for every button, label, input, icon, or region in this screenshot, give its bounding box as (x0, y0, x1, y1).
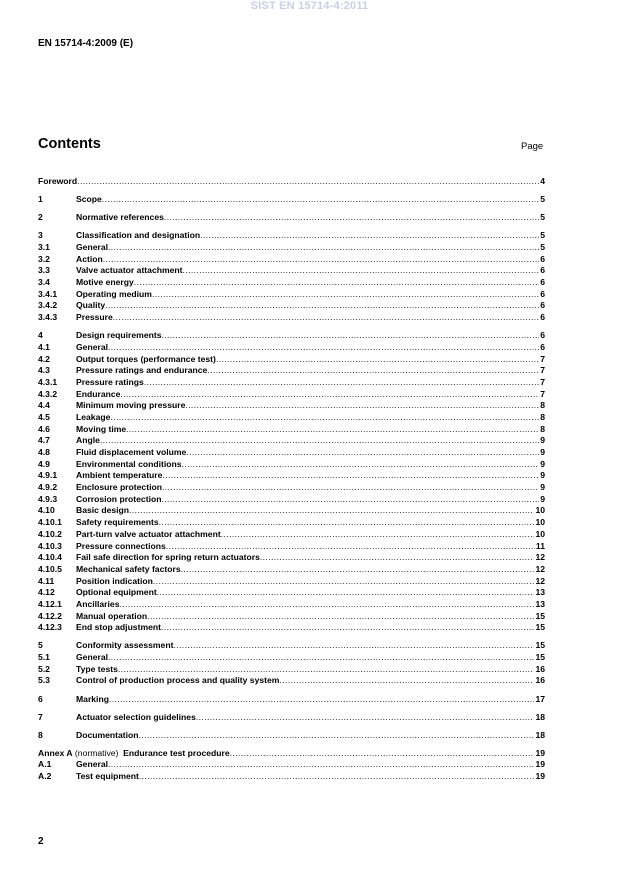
toc-entry[interactable] (38, 354, 545, 366)
toc-entry-page: 17 (535, 693, 545, 704)
toc-entry-title: Manual operation (76, 610, 148, 621)
dot-leader (157, 587, 535, 599)
toc-entry-page: 6 (540, 312, 545, 323)
toc-entry-number: 7 (38, 711, 43, 722)
toc-entry[interactable] (38, 176, 545, 188)
toc-entry-number: 5 (38, 640, 43, 651)
toc-entry-number: 4.10 (38, 505, 55, 516)
dot-leader (144, 377, 539, 389)
toc-entry-number: 4.5 (38, 411, 50, 422)
dot-leader (161, 330, 539, 342)
toc-entry-title: Foreword (38, 176, 78, 186)
toc-entry[interactable] (38, 482, 545, 494)
toc-entry[interactable] (38, 730, 545, 742)
toc-entry[interactable] (38, 447, 545, 459)
toc-entry[interactable] (38, 599, 545, 611)
toc-entry-title: Output torques (performance test) (76, 353, 216, 364)
toc-entry-title: Conformity assessment (76, 640, 174, 651)
toc-entry-number: 4.7 (38, 435, 50, 446)
toc-entry-number: 4.1 (38, 341, 50, 352)
toc-entry-page: 15 (535, 652, 545, 663)
toc-entry-title: Annex A (38, 747, 73, 758)
toc-entry[interactable] (38, 312, 545, 324)
toc-entry-page: 16 (535, 663, 545, 674)
toc-entry[interactable] (38, 412, 545, 424)
dot-leader (118, 664, 535, 676)
toc-entry-page: 5 (540, 230, 545, 241)
toc-entry-page: 6 (540, 253, 545, 264)
toc-entry-number: 4 (38, 330, 43, 341)
toc-entry-title: Pressure ratings (76, 376, 144, 387)
toc-entry-page: 7 (540, 365, 545, 376)
page-title: Contents (38, 136, 101, 152)
toc-entry-number: 3.4.2 (38, 300, 58, 311)
toc-entry-number: 4.9 (38, 458, 50, 469)
toc-entry-title: Design requirements (76, 330, 162, 341)
toc-entry-annex-title: Endurance test procedure (120, 747, 230, 758)
toc-entry[interactable] (38, 470, 545, 482)
toc-entry-number: 5.2 (38, 663, 50, 674)
toc-entry-page: 13 (535, 587, 545, 598)
toc-entry-title: Corrosion protection (76, 493, 162, 504)
toc-entry-number: 4.12.2 (38, 610, 62, 621)
toc-entry[interactable] (38, 242, 545, 254)
toc-entry-page: 16 (535, 675, 545, 686)
dot-leader (166, 541, 535, 553)
toc-entry-title: Fail safe direction for spring return actuators (76, 552, 260, 563)
page-number: 2 (38, 836, 44, 847)
toc-entry[interactable] (38, 748, 545, 760)
toc-entry[interactable] (38, 400, 545, 412)
toc-entry-title: Endurance (76, 388, 121, 399)
dot-leader (260, 552, 535, 564)
toc-entry-number: 1 (38, 194, 43, 205)
dot-leader (139, 730, 535, 742)
toc-entry-number: 5.1 (38, 652, 50, 663)
toc-entry[interactable] (38, 194, 545, 206)
toc-entry-page: 6 (540, 288, 545, 299)
toc-entry-title: End stop adjustment (76, 622, 161, 633)
toc-entry-title: Mechanical safety factors (76, 563, 181, 574)
dot-leader (113, 312, 539, 324)
dot-leader (77, 176, 539, 188)
toc-entry-page: 19 (535, 771, 545, 782)
dot-leader (185, 400, 539, 412)
dot-leader (108, 242, 539, 254)
toc-entry-title: Quality (76, 300, 106, 311)
toc-entry-number: 3.4.3 (38, 312, 58, 323)
toc-entry-page: 7 (540, 376, 545, 387)
toc-entry-number: 4.9.3 (38, 493, 58, 504)
toc-entry-title: Optional equipment (76, 587, 157, 598)
toc-entry[interactable] (38, 300, 545, 312)
toc-entry-page: 11 (535, 540, 545, 551)
toc-entry-title: Action (76, 253, 103, 264)
dot-leader (120, 389, 539, 401)
toc-entry-number: 3.4.1 (38, 288, 58, 299)
toc-entry-page: 15 (535, 610, 545, 621)
toc-entry-title: Minimum moving pressure (76, 400, 186, 411)
dot-leader (159, 517, 535, 529)
toc-entry-number: 4.9.2 (38, 482, 58, 493)
toc-entry[interactable] (38, 552, 545, 564)
toc-entry-page: 15 (535, 622, 545, 633)
toc-entry-number: 4.10.2 (38, 528, 62, 539)
toc-entry-page: 4 (540, 176, 545, 186)
toc-entry-page: 18 (535, 711, 545, 722)
toc-entry-number: 4.2 (38, 353, 50, 364)
toc-entry-number: 4.12.1 (38, 598, 62, 609)
toc-entry-page: 9 (540, 447, 545, 457)
dot-leader (103, 254, 539, 266)
toc-entry-number: 4.3.1 (38, 376, 58, 387)
toc-entry-title: Angle (76, 435, 100, 446)
toc-entry[interactable] (38, 576, 545, 588)
toc-entry[interactable] (38, 254, 545, 266)
toc-entry[interactable] (38, 377, 545, 389)
dot-leader (162, 482, 539, 494)
toc-entry-page: 19 (535, 759, 545, 770)
toc-entry[interactable] (38, 265, 545, 277)
toc-entry-page: 13 (535, 598, 545, 609)
toc-entry-title: General (76, 241, 109, 252)
page-column-label: Page (521, 141, 544, 152)
toc-entry[interactable] (38, 622, 545, 634)
toc-entry[interactable] (38, 365, 545, 377)
toc-entry-number: A.1 (38, 759, 52, 770)
toc-entry-title: Part-turn valve actuator attachment (76, 528, 221, 539)
toc-entry-page: 6 (540, 330, 545, 341)
toc-entry-page: 9 (540, 482, 545, 493)
toc-entry-page: 12 (535, 563, 545, 574)
dot-leader (134, 277, 539, 289)
toc-entry[interactable] (38, 611, 545, 623)
toc-entry-page: 15 (535, 640, 545, 651)
toc-entry-number: 4.4 (38, 400, 50, 411)
toc-entry-title: Control of production process and quality system (76, 675, 280, 686)
toc-entry-number: 3.2 (38, 253, 50, 264)
toc-entry-title: Environmental conditions (76, 458, 182, 469)
toc-entry-page: 19 (535, 747, 545, 758)
dot-leader (200, 230, 539, 242)
dot-leader (147, 611, 534, 623)
toc-entry-page: 8 (540, 423, 545, 434)
toc-entry-annex-type: (normative) (72, 747, 121, 758)
toc-entry-page: 6 (540, 276, 545, 287)
toc-entry-number: 4.9.1 (38, 470, 58, 481)
toc-entry-title: Documentation (76, 729, 139, 740)
toc-entry[interactable] (38, 424, 545, 436)
toc-entry-title: Pressure (76, 312, 113, 323)
toc-entry-title: Ambient temperature (76, 470, 163, 481)
dot-leader (105, 300, 539, 312)
toc-entry-title: Pressure connections (76, 540, 166, 551)
dot-leader (102, 194, 539, 206)
dot-leader (181, 564, 535, 576)
toc-entry-title: Enclosure protection (76, 482, 162, 493)
dot-leader (152, 289, 539, 301)
toc-entry[interactable] (38, 505, 545, 517)
dot-leader (119, 599, 534, 611)
toc-entry-page: 9 (540, 470, 545, 481)
table-of-contents (38, 176, 545, 783)
toc-entry-page: 7 (540, 353, 545, 364)
toc-entry-title: Fluid displacement volume (76, 447, 187, 457)
dot-leader (186, 447, 539, 459)
document-id: EN 15714-4:2009 (E) (38, 38, 134, 49)
toc-entry[interactable] (38, 230, 545, 242)
toc-entry-number: 4.11 (38, 575, 55, 586)
dot-leader (110, 412, 539, 424)
toc-entry[interactable] (38, 529, 545, 541)
dot-leader (153, 576, 535, 588)
toc-entry-title: General (76, 341, 109, 352)
toc-entry[interactable] (38, 541, 545, 553)
toc-entry[interactable] (38, 342, 545, 354)
toc-entry-page: 7 (540, 388, 545, 399)
toc-entry[interactable] (38, 652, 545, 664)
toc-entry[interactable] (38, 277, 545, 289)
toc-entry[interactable] (38, 330, 545, 342)
toc-entry-number: 4.10.4 (38, 552, 62, 563)
toc-entry-page: 10 (535, 528, 545, 539)
toc-entry[interactable] (38, 587, 545, 599)
toc-entry[interactable] (38, 517, 545, 529)
dot-leader (221, 529, 535, 541)
toc-entry-title: Pressure ratings and endurance (76, 365, 208, 376)
toc-entry-title: Leakage (76, 411, 111, 422)
toc-entry[interactable] (38, 289, 545, 301)
watermark: SIST EN 15714-4:2011 (250, 0, 369, 12)
toc-entry[interactable] (38, 435, 545, 447)
toc-entry-number: 2 (38, 212, 43, 223)
toc-entry-title: Marking (76, 693, 109, 704)
toc-entry[interactable] (38, 564, 545, 576)
toc-entry-number: 3 (38, 230, 43, 241)
dot-leader (139, 771, 535, 783)
toc-entry-number: 4.3.2 (38, 388, 58, 399)
toc-entry-page: 9 (540, 435, 545, 446)
toc-entry[interactable] (38, 494, 545, 506)
toc-entry-number: 4.10.1 (38, 517, 62, 528)
toc-entry-number: 4.12 (38, 587, 55, 598)
dot-leader (183, 265, 540, 277)
dot-leader (230, 748, 535, 760)
toc-entry-number: 5.3 (38, 675, 50, 686)
toc-entry-number: 3.1 (38, 241, 50, 252)
toc-entry-title: Position indication (76, 575, 153, 586)
toc-entry[interactable] (38, 675, 545, 687)
toc-entry-number: 8 (38, 729, 43, 740)
toc-entry-title: Safety requirements (76, 517, 159, 528)
dot-leader (100, 435, 539, 447)
toc-entry-title: Classification and designation (76, 230, 201, 241)
toc-entry[interactable] (38, 640, 545, 652)
toc-entry-page: 9 (540, 493, 545, 504)
dot-leader (108, 342, 539, 354)
dot-leader (161, 494, 539, 506)
toc-entry[interactable] (38, 389, 545, 401)
toc-entry-title: General (76, 759, 109, 770)
toc-entry-page: 5 (540, 194, 545, 205)
toc-entry-number: 4.12.3 (38, 622, 62, 633)
toc-entry-number: 4.10.3 (38, 540, 62, 551)
toc-entry-page: 6 (540, 341, 545, 352)
toc-entry-number: 4.10.5 (38, 563, 62, 574)
toc-entry-title: Normative references (76, 212, 164, 223)
toc-entry-page: 12 (535, 552, 545, 563)
toc-entry[interactable] (38, 759, 545, 771)
toc-entry-title: Moving time (76, 423, 127, 434)
toc-entry[interactable] (38, 459, 545, 471)
toc-entry[interactable] (38, 212, 545, 224)
toc-entry-title: Operating medium (76, 288, 152, 299)
toc-entry-page: 10 (535, 505, 545, 516)
dot-leader (173, 640, 534, 652)
dot-leader (108, 759, 534, 771)
toc-entry-page: 5 (540, 241, 545, 252)
dot-leader (109, 694, 534, 706)
toc-entry-number: 3.3 (38, 265, 50, 276)
dot-leader (108, 652, 534, 664)
dot-leader (162, 470, 539, 482)
dot-leader (207, 365, 539, 377)
toc-entry-page: 9 (540, 458, 545, 469)
dot-leader (216, 354, 539, 366)
dot-leader (196, 712, 535, 724)
toc-entry-page: 6 (540, 300, 545, 311)
toc-entry-title: Basic design (76, 505, 130, 516)
toc-entry-page: 8 (540, 411, 545, 422)
dot-leader (161, 622, 534, 634)
toc-entry-page: 6 (540, 265, 545, 276)
dot-leader (164, 212, 539, 224)
toc-entry-number: 3.4 (38, 276, 50, 287)
toc-entry-page: 18 (535, 729, 545, 740)
toc-entry-page: 12 (535, 575, 545, 586)
toc-entry-title: Test equipment (76, 771, 139, 782)
toc-entry-number: A.2 (38, 771, 52, 782)
toc-entry-title: Motive energy (76, 276, 134, 287)
toc-entry[interactable] (38, 712, 545, 724)
toc-entry[interactable] (38, 664, 545, 676)
toc-entry[interactable] (38, 771, 545, 783)
toc-entry-number: 4.3 (38, 365, 50, 376)
toc-entry-title: Valve actuator attachment (76, 265, 183, 276)
toc-entry-title: General (76, 652, 109, 663)
toc-entry-title: Actuator selection guidelines (76, 711, 196, 722)
toc-entry-title: Ancillaries (76, 598, 120, 609)
dot-leader (182, 459, 540, 471)
dot-leader (279, 675, 534, 687)
dot-leader (126, 424, 539, 436)
toc-entry-number: 4.6 (38, 423, 50, 434)
toc-entry-number: 4.8 (38, 447, 50, 457)
toc-entry-title: Scope (76, 194, 102, 205)
toc-entry-page: 10 (535, 517, 545, 528)
toc-entry-page: 8 (540, 400, 545, 411)
toc-entry-number: 6 (38, 693, 43, 704)
toc-entry-page: 5 (540, 212, 545, 223)
toc-entry[interactable] (38, 694, 545, 706)
toc-entry-title: Type tests (76, 663, 118, 674)
dot-leader (129, 505, 534, 517)
